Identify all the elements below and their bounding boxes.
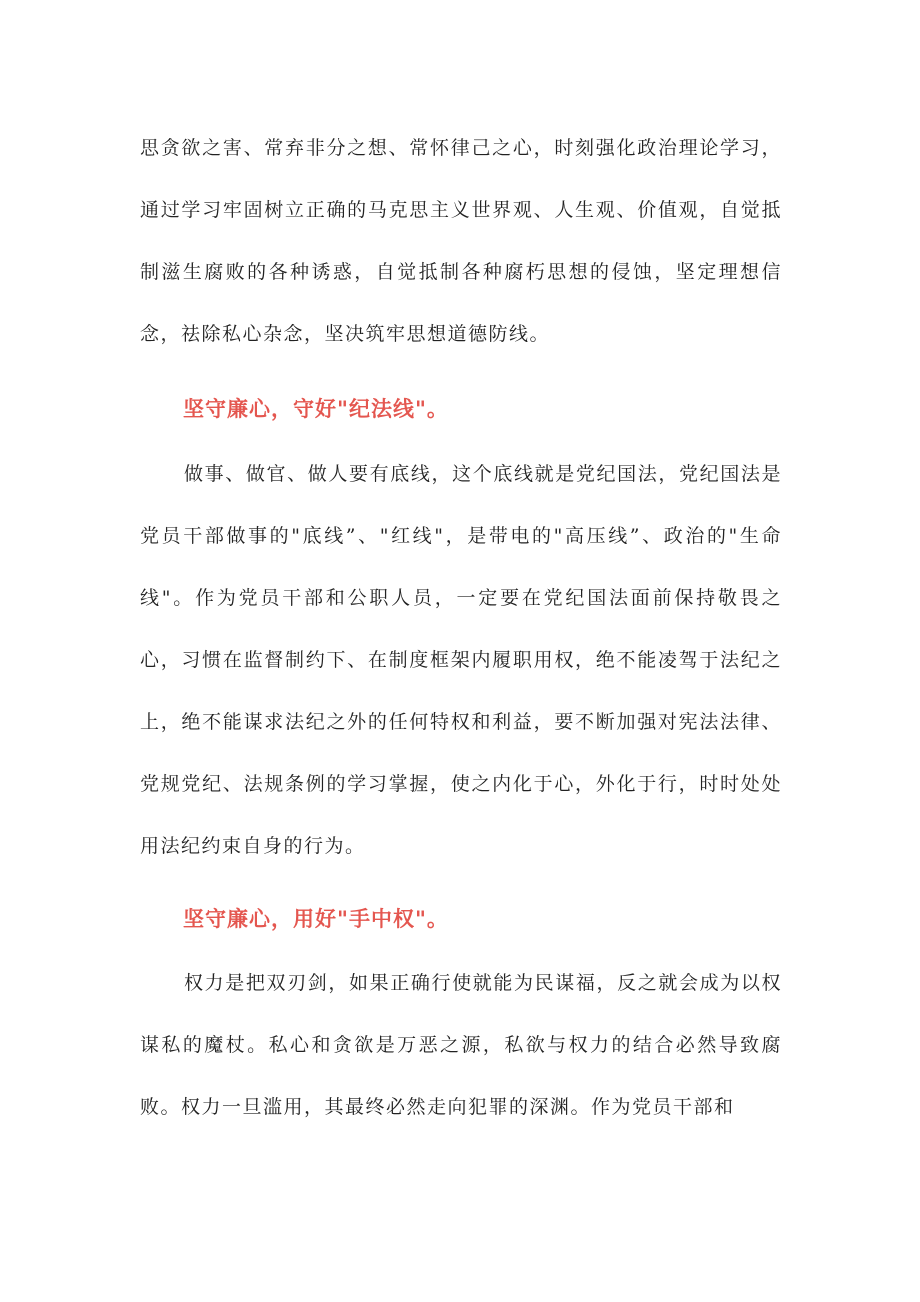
paragraph-1: 思贪欲之害、常弃非分之想、常怀律己之心，时刻强化政治理论学习，通过学习牢固树立正确的马克思主义世界观、人生观、价值观，自觉抵制滋生腐败的各种诱惑，自觉抵制各种腐朽思想的侵蚀，坚定理想信念，祛除私心杂念，坚决筑牢思想道德防线。 (140, 137, 782, 345)
paragraph-2: 做事、做官、做人要有底线，这个底线就是党纪国法，党纪国法是党员干部做事的"底线”、"红线"，是带电的"高压线”、政治的"生命线"。作为党员干部和公职人员，一定要在党纪国法面前保持敬畏之心，习惯在监督制约下、在制度框架内履职用权，绝不能凌驾于法纪之上，绝不能谋求法纪之外的任何特权和利益，要不断加强对宪法法律、党规党纪、法规条例的学习掌握，使之内化于心，外化于行，时时处处用法纪约束自身的行为。 (140, 463, 782, 857)
paragraph-3: 权力是把双刃剑，如果正确行使就能为民谋福，反之就会成为以权谋私的魔杖。私心和贪欲是万恶之源，私欲与权力的结合必然导致腐败。权力一旦滥用，其最终必然走向犯罪的深渊。作为党员干部和 (140, 972, 782, 1118)
section-heading-2: 坚守廉心，用好"手中权"。 (183, 907, 449, 931)
section-heading-1: 坚守廉心，守好"纪法线"。 (183, 397, 449, 421)
